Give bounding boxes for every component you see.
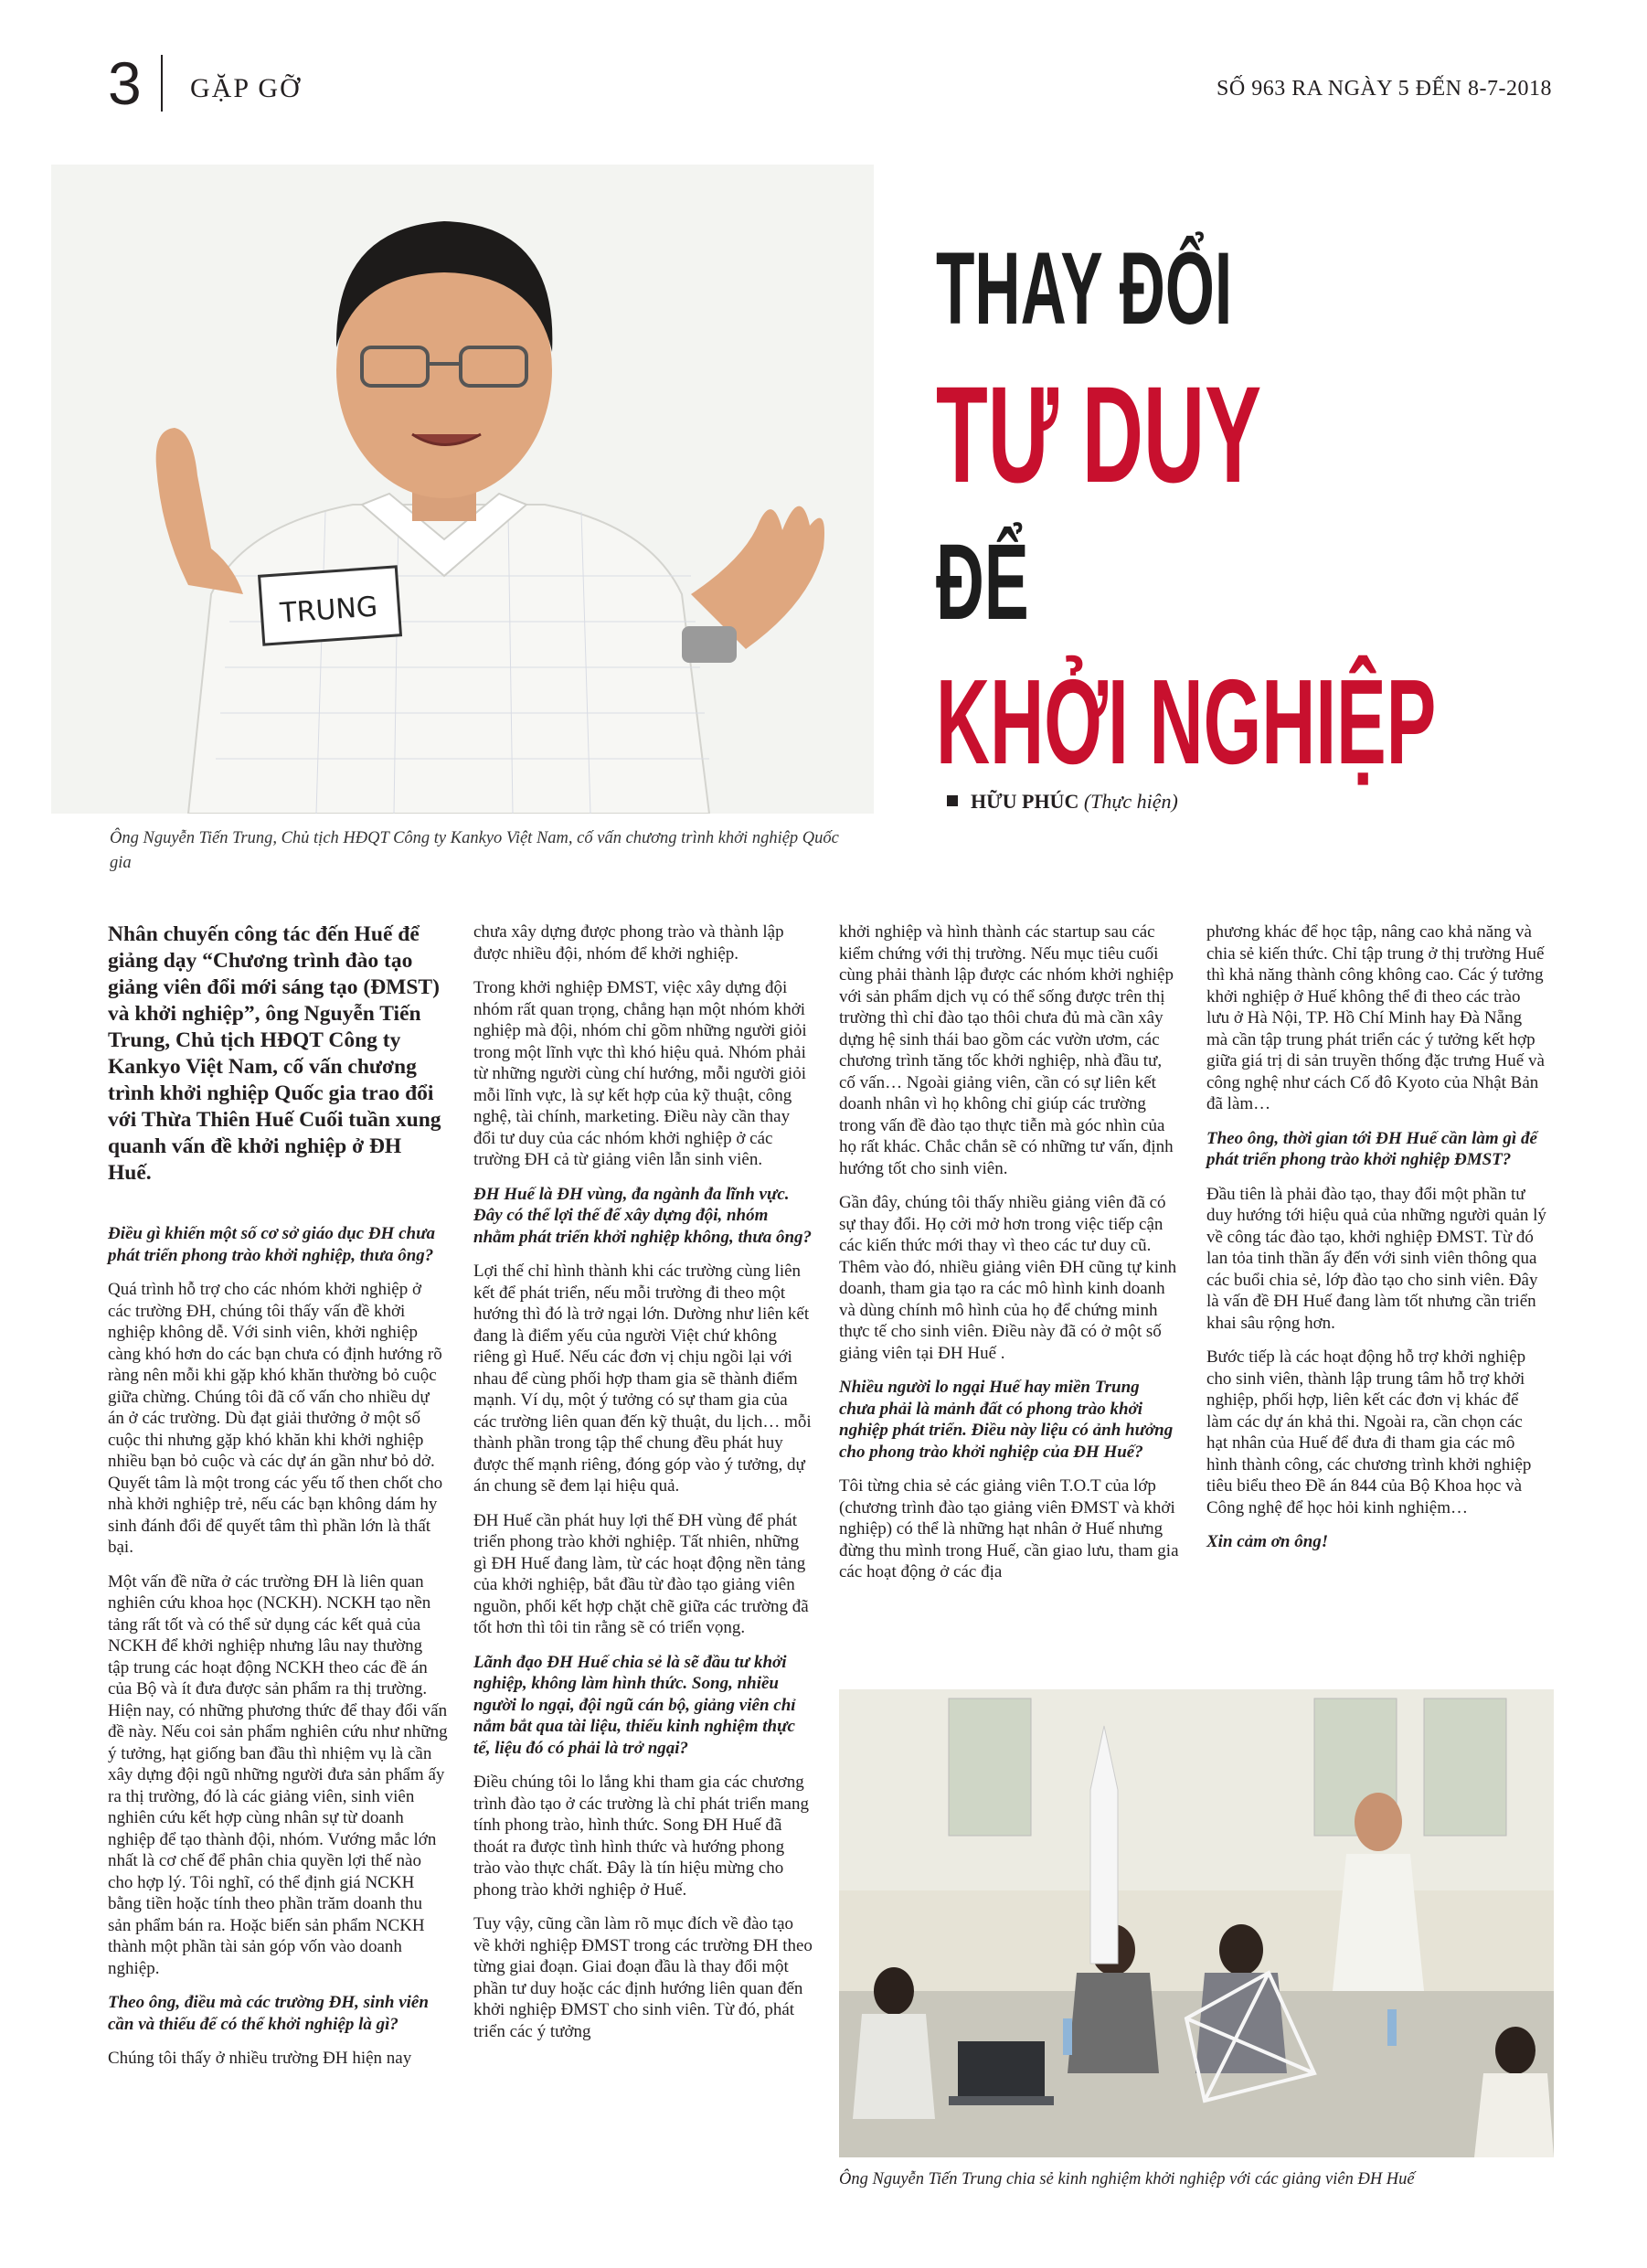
- article-paragraph: chưa xây dựng được phong trào và thành lập được nhiều đội, nhóm để khởi nghiệp.: [473, 922, 784, 964]
- article-paragraph: Bước tiếp là các hoạt động hỗ trợ khởi nghiệp cho sinh viên, thành lập trung tâm hỗ trợ khởi nghiệp, phối hợp, liên kết các đơn vị khác để làm các dự án khả thi. Ngoài ra, cần chọn các hạt nhân của Huế để đưa đi tham gia các mô hình thành công, các chương trình khởi nghiệp tiêu biểu theo Đề án 844 của Bộ Khoa học và Công nghệ để học hỏi kinh nghiệm…: [1206, 1347, 1532, 1517]
- article-paragraph: Đầu tiên là phải đào tạo, thay đổi một phần tư duy hướng tới hiệu quả của những người quản lý về công tác đào tạo, khởi nghiệp ĐMST. Từ đó lan tỏa tinh thần ấy đến với sinh viên thông qua các buổi chia sẻ, lớp đào tạo cho sinh viên. Đây là vấn đề ĐH Huế đang làm tốt nhưng cần triển khai sâu rộng hơn.: [1206, 1184, 1546, 1333]
- interview-question: ĐH Huế là ĐH vùng, đa ngành đa lĩnh vực. Đây có thể lợi thế để xây dựng đội, nhóm nhằm phát triển khởi nghiệp không, thưa ông?: [473, 1184, 813, 1247]
- article-paragraph: Trong khởi nghiệp ĐMST, việc xây dựng đội nhóm rất quan trọng, chẳng hạn một nhóm khởi nghiệp mà đội, nhóm chỉ gồm những người giỏi trong một lĩnh vực thì khó hiệu quả. Nhóm phải từ những người cùng chí hướng, mỗi người giỏi mỗi lĩnh vực, là sự kết hợp của kỹ thuật, công nghệ, tài chính, marketing. Điều này cần thay đổi tư duy của các nhóm khởi nghiệp ở các trường ĐH cả từ giảng viên lẫn sinh viên.: [473, 978, 807, 1169]
- byline: [947, 790, 1178, 814]
- article-paragraph: Điều chúng tôi lo lắng khi tham gia các chương trình đào tạo ở các trường là chỉ phát triển mang tính phong trào, hình thức. Song ĐH Huế đã thoát ra được tình hình thức và hướng phong trào vào thực chất. Đây là tín hiệu mừng cho phong trào khởi nghiệp ở Huế.: [473, 1773, 809, 1900]
- hero-badge-text: TRUNG: [279, 591, 379, 630]
- article-paragraph: phương khác để học tập, nâng cao khả năng và chia sẻ kiến thức. Chỉ tập trung ở thị trường Huế thì khả năng thành công không cao. Các ý tưởng khởi nghiệp ở Huế không thể đi theo các trào lưu ở Hà Nội, TP. Hồ Chí Minh hay Đà Nẵng mà cần tập trung phát triển các ý tưởng kết hợp giữa giá trị di sản truyền thống đặc trưng Huế và công nghệ như cách Cố đô Kyoto của Nhật Bản đã làm…: [1206, 922, 1545, 1113]
- interview-question: Lãnh đạo ĐH Huế chia sẻ là sẽ đầu tư khởi nghiệp, không làm hình thức. Song, nhiều người lo ngại, đội ngũ cán bộ, giảng viên chỉ nắm bắt qua tài liệu, thiếu kinh nghiệm thực tế, liệu đó có phải là trở ngại?: [473, 1652, 796, 1758]
- article-paragraph: Tuy vậy, cũng cần làm rõ mục đích về đào tạo về khởi nghiệp ĐMST trong các trường ĐH theo từng giai đoạn. Giai đoạn đầu là thay đổi một phần tư duy hoặc các định hướng liên quan đến khởi nghiệp ĐMST cho sinh viên. Từ đó, phát triển các ý tưởng: [473, 1914, 813, 2041]
- workshop-photo-illustration: [839, 1689, 1554, 2157]
- interview-question: Nhiều người lo ngại Huế hay miền Trung chưa phải là mảnh đất có phong trào khởi nghiệp phát triển. Điều này liệu có ảnh hưởng cho phong trào khởi nghiệp của ĐH Huế?: [839, 1378, 1174, 1462]
- article-paragraph: Gần đây, chúng tôi thấy nhiều giảng viên đã có sự thay đổi. Họ cởi mở hơn trong việc tiếp cận các kiến thức mới thay vì theo các tư duy cũ. Thêm vào đó, nhiều giảng viên ĐH cũng tự kinh doanh, tham gia tạo ra các mô hình kinh doanh và dùng chính mô hình của họ để chứng minh thực tế cho sinh viên. Điều này đã có ở một số giảng viên tại ĐH Huế .: [839, 1193, 1177, 1363]
- article-paragraph: Chúng tôi thấy ở nhiều trường ĐH hiện nay: [108, 2049, 412, 2068]
- hero-caption: Ông Nguyễn Tiến Trung, Chủ tịch HĐQT Công ty Kankyo Việt Nam, cố vấn chương trình khởi nghiệp Quốc gia: [110, 829, 839, 872]
- headline-line-2: TƯ DUY: [936, 357, 1262, 511]
- hero-photo-illustration: [51, 165, 874, 814]
- hero-photo: [51, 165, 874, 814]
- interview-question: Theo ông, điều mà các trường ĐH, sinh viên cần và thiếu để có thể khởi nghiệp là gì?: [108, 1993, 429, 2034]
- byline-author: HỮU PHÚC: [971, 790, 1079, 813]
- article-lead: Nhân chuyến công tác đến Huế để giảng dạy “Chương trình đào tạo giảng viên đổi mới sáng tạo (ĐMST) và khởi nghiệp”, ông Nguyễn Tiến Trung, Chủ tịch HĐQT Công ty Kankyo Việt Nam, cố vấn chương trình khởi nghiệp Quốc gia trao đổi với Thừa Thiên Huế Cuối tuần xung quanh vấn đề khởi nghiệp ở ĐH Huế.: [108, 922, 441, 1185]
- article-column-4: [1206, 921, 1546, 1566]
- article-paragraph: Quá trình hỗ trợ cho các nhóm khởi nghiệp ở các trường ĐH, chúng tôi thấy vấn đề khởi nghiệp không dễ. Với sinh viên, khởi nghiệp càng khó hơn do các bạn chưa có định hướng rõ ràng nên mỗi khi gặp khó khăn thường bỏ cuộc giữa chừng. Chúng tôi đã cố vấn cho nhiều dự án ở các trường. Dù đạt giải thưởng ở một số cuộc thi nhưng gặp khó khăn khi khởi nghiệp nhiều bạn bỏ cuộc và các dự án gần như bỏ dở. Quyết tâm là một trong các yếu tố then chốt cho nhà khởi nghiệp trẻ, nếu các bạn không dám hy sinh đánh đổi để quyết tâm thì phần lớn là thất bại.: [108, 1280, 443, 1557]
- article-paragraph: ĐH Huế cần phát huy lợi thế ĐH vùng để phát triển phong trào khởi nghiệp. Tất nhiên, những gì ĐH Huế đang làm, từ các hoạt động nền tảng của khởi nghiệp, bắt đầu từ đào tạo giảng viên nguồn, phối kết hợp chặt chẽ giữa các trường đã tốt hơn thì tôi tin rằng sẽ có triển vọng.: [473, 1510, 809, 1637]
- closing-line: Xin cảm ơn ông!: [1206, 1532, 1329, 1551]
- article-column-1: [108, 921, 448, 2082]
- article-column-3: [839, 921, 1179, 1596]
- workshop-photo: [839, 1689, 1554, 2157]
- section-title: GẶP GỠ: [190, 73, 302, 103]
- headline: [936, 231, 1576, 790]
- headline-line-3: ĐỂ: [936, 522, 1029, 643]
- article-paragraph: Một vấn đề nữa ở các trường ĐH là liên quan nghiên cứu khoa học (NCKH). NCKH tạo nền tảng rất tốt và có thể sử dụng các kết quả của NCKH để khởi nghiệp nhưng lâu nay thường tập trung các hoạt động NCKH theo các đề án của Bộ và ít đưa được sản phẩm ra thị trường. Hiện nay, có những phương thức để thay đổi vấn đề này. Nếu coi sản phẩm nghiên cứu như những ý tưởng, hạt giống ban đầu thì nhiệm vụ là cần xây dựng đội ngũ những người đưa sản phẩm ấy ra thị trường, đó là các giảng viên, sinh viên nghiên cứu kết hợp cùng nhân sự từ doanh nghiệp để tạo thành đội, nhóm. Vướng mắc lớn nhất là cơ chế để phân chia quyền lợi thế nào cho hợp lý. Tôi nghĩ, có thể định giá NCKH bằng tiền hoặc tính theo phần trăm doanh thu sản phẩm bán ra. Hoặc biến sản phẩm NCKH thành một phần tài sản góp vốn vào doanh nghiệp.: [108, 1571, 448, 1978]
- article-paragraph: Tôi từng chia sẻ các giảng viên T.O.T của lớp (chương trình đào tạo giảng viên ĐMST và khởi nghiệp) có thể là những hạt nhân ở Huế nhưng đừng thu mình trong Huế, cần giao lưu, tham gia các hoạt động ở các địa: [839, 1476, 1179, 1581]
- headline-line-4: KHỞI NGHIỆP: [936, 655, 1437, 789]
- interview-question: Điều gì khiến một số cơ sở giáo dục ĐH chưa phát triển phong trào khởi nghiệp, thưa ông?: [108, 1224, 435, 1265]
- page-header: [108, 51, 1552, 115]
- interview-question: Theo ông, thời gian tới ĐH Huế cần làm gì để phát triển phong trào khởi nghiệp ĐMST?: [1206, 1128, 1537, 1169]
- header-divider: [161, 55, 163, 112]
- article-paragraph: khởi nghiệp và hình thành các startup sau các kiểm chứng với thị trường. Nếu mục tiêu cuối cùng phải thành lập được các nhóm khởi nghiệp với sản phẩm dịch vụ có thể sống được trên thị trường thì chỉ đào tạo thôi chưa đủ mà cần xây dựng hệ sinh thái bao gồm các vườn ươm, các chương trình tăng tốc khởi nghiệp, nhà đầu tư, cố vấn… Ngoài giảng viên, cần có sự liên kết doanh nhân vì họ không chỉ giúp các trường trong vấn đề đào tạo thực tiễn mà góc nhìn của họ rất khác. Chắc chắn sẽ có những tư vấn, định hướng tốt cho sinh viên.: [839, 922, 1174, 1178]
- byline-role: (Thực hiện): [1083, 790, 1178, 813]
- workshop-caption: Ông Nguyễn Tiến Trung chia sẻ kinh nghiệm khởi nghiệp với các giảng viên ĐH Huế: [839, 2170, 1415, 2188]
- page-number: 3: [108, 49, 142, 117]
- headline-line-1: THAY ĐỔI: [936, 231, 1233, 346]
- byline-square-icon: [947, 795, 958, 806]
- article-paragraph: Lợi thế chỉ hình thành khi các trường cùng liên kết để phát triển, nếu mỗi trường đi theo một hướng thì đó là trở ngại lớn. Dường như liên kết đang là điểm yếu của người Việt chứ không riêng gì Huế. Nếu các đơn vị chịu ngồi lại với nhau để cùng phối hợp tham gia sẽ thành điểm mạnh. Ví dụ, một ý tưởng có sự tham gia của các trường liên quan đến kỹ thuật, du lịch… mỗi thành phần trong tập thể chung đều phát huy được thế mạnh riêng, đóng góp vào ý tưởng, dự án chung sẽ đem lại hiệu quả.: [473, 1262, 812, 1496]
- article-column-2: [473, 921, 813, 2055]
- issue-info: SỐ 963 RA NGÀY 5 ĐẾN 8-7-2018: [1217, 77, 1552, 101]
